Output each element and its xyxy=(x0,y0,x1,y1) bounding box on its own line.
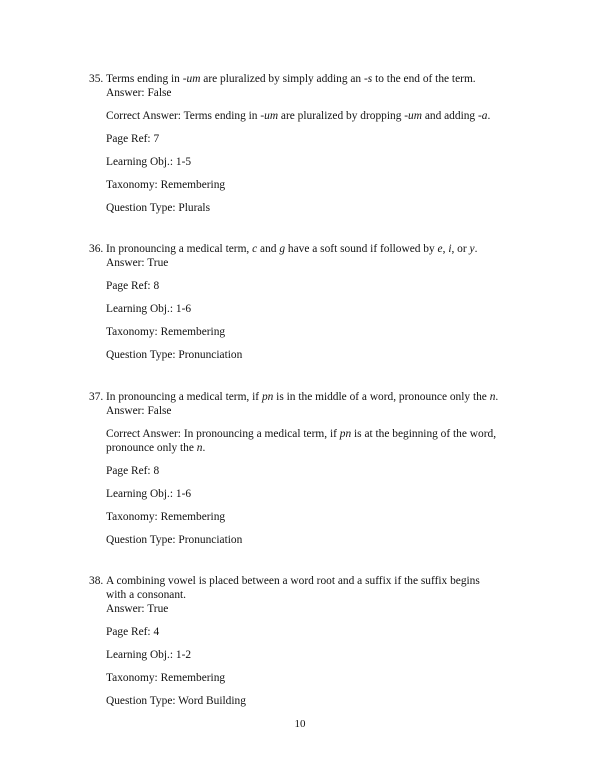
question-text: In pronouncing a medical term, if pn is in the middle of a word, pronounce only the n. xyxy=(106,391,499,403)
italic-term: y xyxy=(469,243,475,255)
question-type: Question Type: Pronunciation xyxy=(106,349,243,361)
page-ref: Page Ref: 8 xyxy=(106,280,160,292)
question-number: 35. xyxy=(89,73,104,85)
question-type: Question Type: Plurals xyxy=(106,202,211,214)
page-number: 10 xyxy=(294,718,306,730)
learning-obj: Learning Obj.: 1-2 xyxy=(106,649,192,661)
taxonomy: Taxonomy: Remembering xyxy=(106,179,226,191)
learning-obj: Learning Obj.: 1-6 xyxy=(106,303,192,315)
taxonomy: Taxonomy: Remembering xyxy=(106,511,226,523)
italic-term: -a xyxy=(477,110,488,122)
answer: Answer: True xyxy=(106,257,169,269)
correct-answer: Correct Answer: In pronouncing a medical term, if pn is at the beginning of the word, pronounce only the n. xyxy=(106,428,497,454)
taxonomy: Taxonomy: Remembering xyxy=(106,326,226,338)
answer: Answer: False xyxy=(106,405,172,417)
learning-obj: Learning Obj.: 1-5 xyxy=(106,156,192,168)
italic-term: pn xyxy=(261,391,274,403)
learning-obj: Learning Obj.: 1-6 xyxy=(106,488,192,500)
question-35 xyxy=(89,72,519,215)
question-text: In pronouncing a medical term, c and g have a soft sound if followed by e, i, or y. xyxy=(106,243,478,255)
taxonomy: Taxonomy: Remembering xyxy=(106,672,226,684)
page-ref: Page Ref: 4 xyxy=(106,626,160,638)
question-number: 38. xyxy=(89,575,104,587)
italic-term: -um xyxy=(404,110,422,122)
italic-term: i xyxy=(448,243,452,255)
question-number: 37. xyxy=(89,391,104,403)
question-type: Question Type: Pronunciation xyxy=(106,534,243,546)
answer: Answer: True xyxy=(106,603,169,615)
italic-term: -um xyxy=(260,110,279,122)
italic-term: c xyxy=(252,243,258,255)
question-text: A combining vowel is placed between a word root and a suffix if the suffix begins with a consonant. xyxy=(106,575,480,601)
question-type: Question Type: Word Building xyxy=(106,695,246,707)
correct-answer: Correct Answer: Terms ending in -um are pluralized by dropping -um and adding -a. xyxy=(106,110,491,122)
question-text: Terms ending in -um are pluralized by simply adding an -s to the end of the term. xyxy=(106,73,476,85)
italic-term: pn xyxy=(339,428,352,440)
question-37 xyxy=(89,390,519,547)
italic-term: n xyxy=(489,391,496,403)
italic-term: -um xyxy=(182,73,201,85)
italic-term: g xyxy=(279,243,286,255)
question-number: 36. xyxy=(89,243,104,255)
italic-term: e xyxy=(437,243,443,255)
answer: Answer: False xyxy=(106,87,172,99)
italic-term: -s xyxy=(363,73,373,85)
page-ref: Page Ref: 8 xyxy=(106,465,160,477)
page-ref: Page Ref: 7 xyxy=(106,133,160,145)
italic-term: n xyxy=(196,442,203,454)
question-38 xyxy=(89,574,519,708)
question-36 xyxy=(89,242,519,362)
